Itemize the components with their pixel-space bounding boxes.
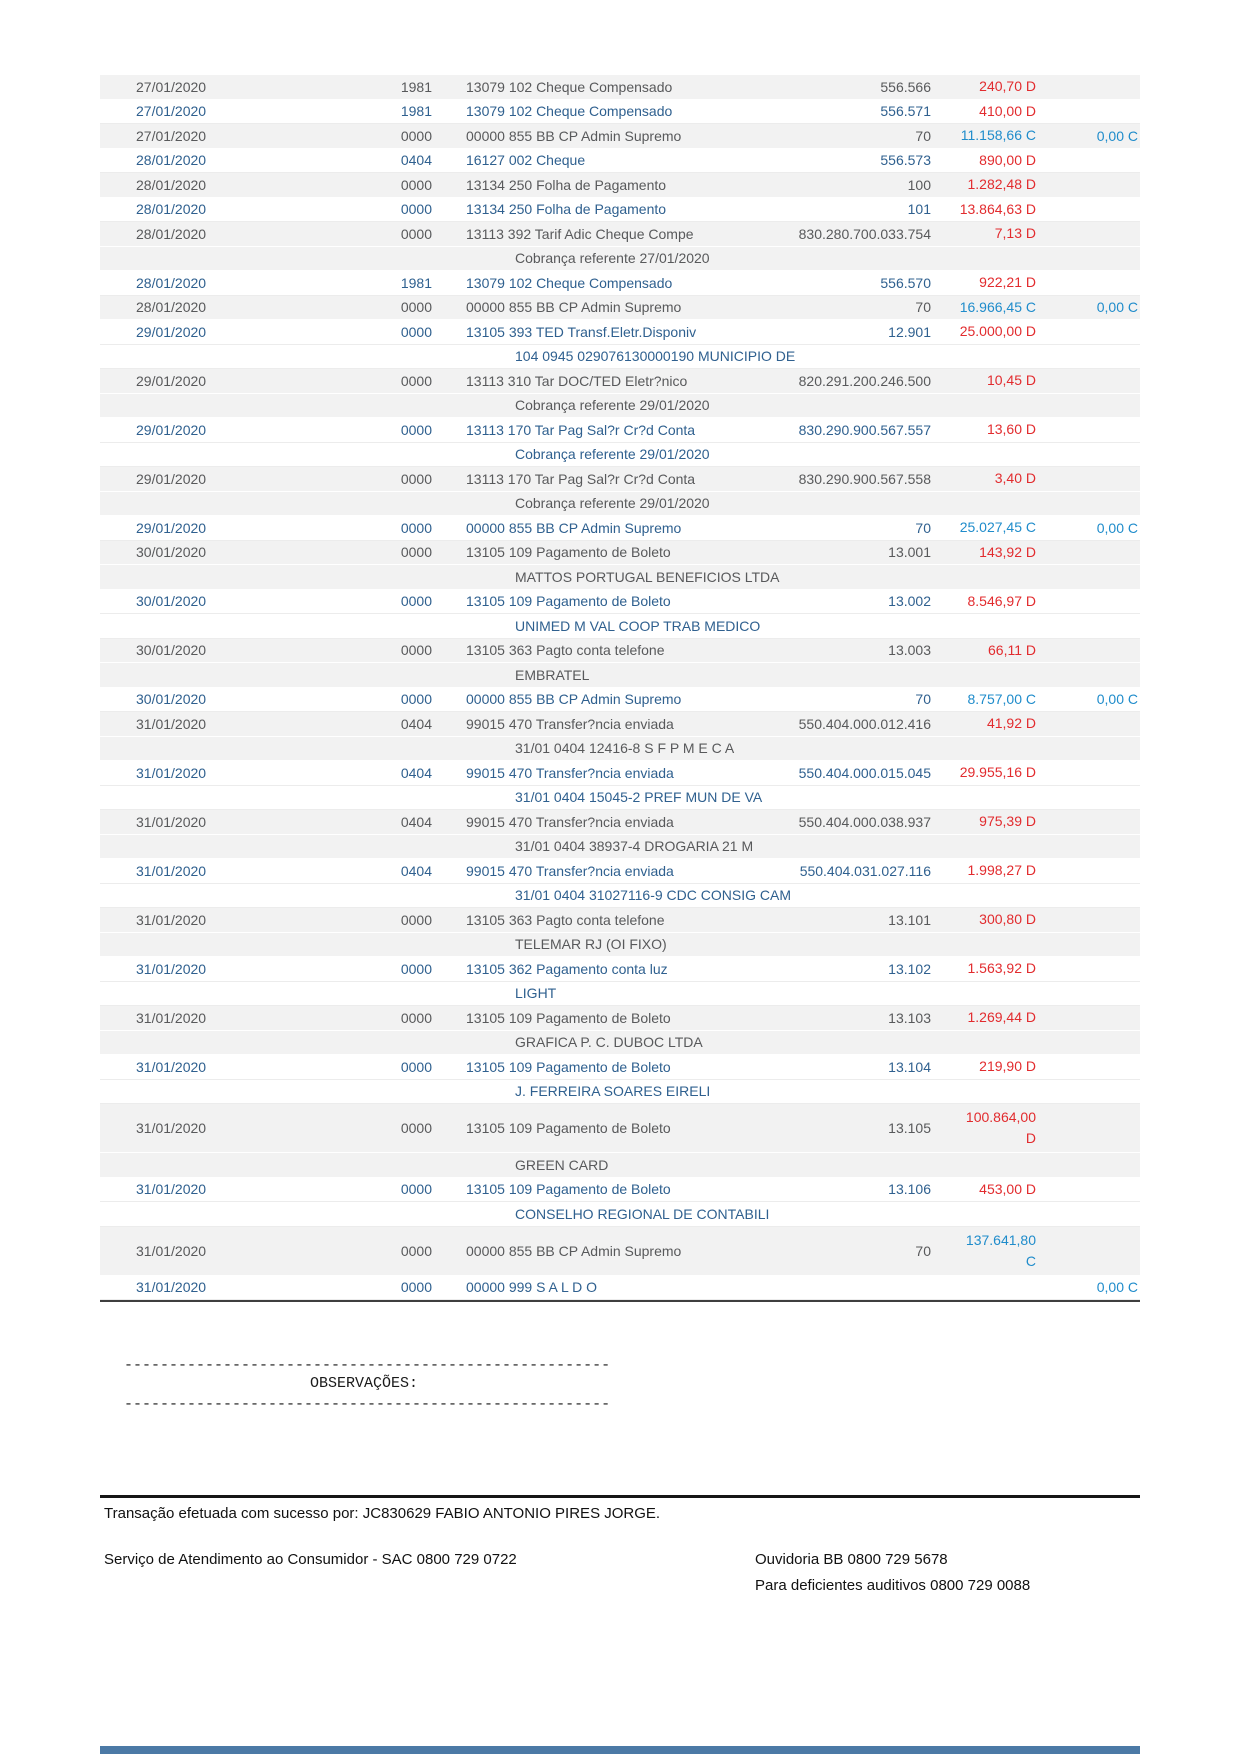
- transaction-row: [100, 639, 1140, 664]
- txn-amount: 143,92 D: [979, 543, 1036, 560]
- continuation-text: MATTOS PORTUGAL BENEFICIOS LTDA: [515, 568, 780, 585]
- txn-document: 70: [915, 299, 931, 316]
- transaction-row: [100, 320, 1140, 345]
- continuation-row: [100, 786, 1140, 811]
- txn-amount: 7,13 D: [994, 225, 1036, 242]
- transaction-row: [100, 712, 1140, 737]
- continuation-text: 104 0945 029076130000190 MUNICIPIO DE: [515, 348, 796, 365]
- txn-description: 13105 109 Pagamento de Boleto: [466, 593, 671, 610]
- transaction-row: [100, 810, 1140, 835]
- txn-description: 13113 170 Tar Pag Sal?r Cr?d Conta: [466, 421, 696, 438]
- txn-description: 13105 363 Pagto conta telefone: [466, 911, 665, 928]
- txn-amount: 10,45 D: [986, 372, 1036, 389]
- transaction-row: [100, 198, 1140, 223]
- txn-description: 13105 109 Pagamento de Boleto: [466, 1058, 671, 1075]
- txn-branch: 0404: [400, 813, 432, 830]
- txn-document: 13.101: [888, 911, 931, 928]
- txn-branch: 0000: [400, 1009, 432, 1026]
- sac-phone-text: Serviço de Atendimento ao Consumidor - SAC 0800 729 0722: [104, 1551, 517, 1568]
- txn-document: 100: [907, 176, 931, 193]
- txn-description: 00000 855 BB CP Admin Supremo: [466, 519, 682, 536]
- txn-description: 99015 470 Transfer?ncia enviada: [466, 764, 674, 781]
- transaction-row: [100, 516, 1140, 541]
- txn-date: 31/01/2020: [136, 1058, 207, 1075]
- txn-description: 13079 102 Cheque Compensado: [466, 274, 673, 291]
- txn-description: 13113 170 Tar Pag Sal?r Cr?d Conta: [466, 470, 696, 487]
- txn-date: 30/01/2020: [136, 691, 207, 708]
- txn-document: 550.404.000.038.937: [798, 813, 931, 830]
- txn-amount: 219,90 D: [979, 1058, 1036, 1075]
- transaction-row: [100, 467, 1140, 492]
- continuation-text: Cobrança referente 29/01/2020: [515, 495, 710, 512]
- txn-branch: 0000: [400, 519, 432, 536]
- txn-document: 556.571: [880, 103, 931, 120]
- txn-description: 13105 109 Pagamento de Boleto: [466, 1009, 671, 1026]
- txn-date: 30/01/2020: [136, 544, 207, 561]
- txn-amount: 890,00 D: [979, 151, 1036, 168]
- txn-date: 29/01/2020: [136, 519, 207, 536]
- transaction-row: [100, 222, 1140, 247]
- txn-branch: 0000: [400, 1120, 432, 1136]
- txn-document: 550.404.000.012.416: [798, 715, 931, 732]
- txn-description: 00000 855 BB CP Admin Supremo: [466, 1242, 682, 1259]
- txn-date: 28/01/2020: [136, 201, 207, 218]
- continuation-text: CONSELHO REGIONAL DE CONTABILI: [515, 1205, 770, 1222]
- txn-amount: 240,70 D: [979, 78, 1036, 95]
- txn-description: 13079 102 Cheque Compensado: [466, 103, 673, 120]
- txn-branch: 0404: [400, 152, 432, 169]
- txn-document: 101: [907, 201, 931, 218]
- txn-date: 28/01/2020: [136, 299, 207, 316]
- continuation-text: 31/01 0404 12416-8 S F P M E C A: [515, 740, 735, 757]
- txn-branch: 1981: [400, 78, 432, 95]
- continuation-row: [100, 933, 1140, 958]
- txn-document: 13.106: [888, 1181, 931, 1198]
- txn-amount: 13.864,63 D: [959, 200, 1036, 217]
- transaction-row: [100, 1178, 1140, 1203]
- txn-amount: 922,21 D: [979, 274, 1036, 291]
- transaction-row: [100, 100, 1140, 125]
- txn-amount: 1.282,48 D: [967, 176, 1036, 193]
- txn-amount: 11.158,66 C: [960, 127, 1036, 144]
- txn-date: 27/01/2020: [136, 103, 207, 120]
- txn-branch: 0000: [400, 1242, 432, 1259]
- continuation-row: [100, 565, 1140, 590]
- txn-amount: 100.864,00 D: [965, 1109, 1036, 1146]
- txn-date: 28/01/2020: [136, 274, 207, 291]
- transaction-row: [100, 761, 1140, 786]
- continuation-text: EMBRATEL: [515, 666, 590, 683]
- transaction-row: [100, 590, 1140, 615]
- txn-balance: 0,00 C: [1096, 691, 1138, 708]
- transaction-row: [100, 1104, 1140, 1153]
- transaction-row: [100, 296, 1140, 321]
- continuation-text: Cobrança referente 29/01/2020: [515, 397, 710, 414]
- txn-document: 70: [915, 519, 931, 536]
- txn-branch: 0000: [400, 960, 432, 977]
- txn-branch: 0000: [400, 1058, 432, 1075]
- txn-balance: 0,00 C: [1096, 299, 1138, 316]
- transaction-row: [100, 541, 1140, 566]
- txn-branch: 0000: [400, 1181, 432, 1198]
- txn-description: 13105 109 Pagamento de Boleto: [466, 1120, 671, 1136]
- txn-amount: 1.269,44 D: [967, 1009, 1036, 1026]
- txn-description: 13105 393 TED Transf.Eletr.Disponiv: [466, 323, 697, 340]
- txn-description: 13134 250 Folha de Pagamento: [466, 201, 667, 218]
- txn-amount: 1.563,92 D: [967, 960, 1036, 977]
- txn-amount: 975,39 D: [979, 813, 1036, 830]
- txn-date: 29/01/2020: [136, 470, 207, 487]
- continuation-row: [100, 835, 1140, 860]
- txn-amount: 41,92 D: [986, 715, 1036, 732]
- txn-document: 13.003: [888, 642, 931, 659]
- txn-description: 00000 855 BB CP Admin Supremo: [466, 127, 682, 144]
- txn-branch: 1981: [400, 103, 432, 120]
- transaction-row: [100, 75, 1140, 100]
- continuation-row: [100, 663, 1140, 688]
- continuation-row: [100, 394, 1140, 419]
- txn-amount: 13,60 D: [986, 421, 1036, 438]
- txn-branch: 0000: [400, 1279, 432, 1296]
- txn-description: 16127 002 Cheque: [466, 152, 586, 169]
- txn-date: 30/01/2020: [136, 593, 207, 610]
- txn-description: 00000 855 BB CP Admin Supremo: [466, 691, 682, 708]
- deaf-phone-text: Para deficientes auditivos 0800 729 0088: [755, 1577, 1031, 1594]
- continuation-row: [100, 492, 1140, 517]
- txn-date: 31/01/2020: [136, 764, 207, 781]
- txn-document: 13.001: [888, 544, 931, 561]
- continuation-row: [100, 737, 1140, 762]
- continuation-row: [100, 247, 1140, 272]
- txn-description: 13134 250 Folha de Pagamento: [466, 176, 667, 193]
- txn-amount: 8.757,00 C: [967, 690, 1036, 707]
- txn-description: 99015 470 Transfer?ncia enviada: [466, 862, 674, 879]
- continuation-row: [100, 1202, 1140, 1227]
- txn-date: 31/01/2020: [136, 1279, 207, 1296]
- txn-description: 13079 102 Cheque Compensado: [466, 78, 673, 95]
- txn-description: 13105 362 Pagamento conta luz: [466, 960, 668, 977]
- observations-dash-line-top: ------------------------------------------------------: [124, 1357, 611, 1374]
- txn-branch: 0000: [400, 470, 432, 487]
- txn-document: 550.404.000.015.045: [798, 764, 931, 781]
- continuation-text: J. FERREIRA SOARES EIRELI: [515, 1083, 711, 1100]
- txn-document: 13.103: [888, 1009, 931, 1026]
- txn-amount: 1.998,27 D: [967, 862, 1036, 879]
- transaction-row: [100, 688, 1140, 713]
- ouvidoria-phone-text: Ouvidoria BB 0800 729 5678: [755, 1551, 948, 1568]
- continuation-text: 31/01 0404 38937-4 DROGARIA 21 M: [515, 838, 754, 855]
- txn-amount: 16.966,45 C: [959, 298, 1036, 315]
- txn-description: 99015 470 Transfer?ncia enviada: [466, 715, 674, 732]
- txn-document: 556.573: [880, 152, 931, 169]
- txn-document: 70: [915, 1242, 931, 1259]
- observations-dash-line-bottom: ------------------------------------------------------: [124, 1396, 611, 1413]
- continuation-text: TELEMAR RJ (OI FIXO): [515, 936, 667, 953]
- txn-balance: 0,00 C: [1096, 1279, 1138, 1296]
- txn-amount: 25.000,00 D: [959, 323, 1036, 340]
- continuation-row: [100, 1031, 1140, 1056]
- txn-date: 31/01/2020: [136, 1242, 207, 1259]
- txn-document: 820.291.200.246.500: [798, 372, 931, 389]
- txn-amount: 66,11 D: [988, 641, 1036, 658]
- txn-amount: 29.955,16 D: [959, 764, 1036, 781]
- txn-date: 31/01/2020: [136, 813, 207, 830]
- txn-branch: 0000: [400, 544, 432, 561]
- continuation-row: [100, 884, 1140, 909]
- txn-document: 13.102: [888, 960, 931, 977]
- txn-amount: 8.546,97 D: [967, 592, 1036, 609]
- continuation-text: LIGHT: [515, 985, 557, 1002]
- txn-amount: 3,40 D: [994, 470, 1036, 487]
- continuation-row: [100, 982, 1140, 1007]
- txn-balance: 0,00 C: [1096, 519, 1138, 536]
- continuation-row: [100, 1153, 1140, 1178]
- transactions-table: [100, 75, 1140, 1302]
- continuation-text: GREEN CARD: [515, 1156, 609, 1173]
- txn-date: 29/01/2020: [136, 372, 207, 389]
- txn-document: 830.290.900.567.558: [798, 470, 931, 487]
- txn-date: 31/01/2020: [136, 1120, 207, 1136]
- txn-branch: 0000: [400, 691, 432, 708]
- transaction-success-text: Transação efetuada com sucesso por: JC830629 FABIO ANTONIO PIRES JORGE.: [104, 1505, 661, 1522]
- transaction-row: [100, 124, 1140, 149]
- txn-document: 70: [915, 127, 931, 144]
- transaction-row: [100, 271, 1140, 296]
- txn-date: 30/01/2020: [136, 642, 207, 659]
- continuation-row: [100, 345, 1140, 370]
- txn-document: 70: [915, 691, 931, 708]
- txn-balance: 0,00 C: [1096, 127, 1138, 144]
- txn-description: 00000 999 S A L D O: [466, 1279, 598, 1296]
- txn-description: 13105 363 Pagto conta telefone: [466, 642, 665, 659]
- continuation-text: 31/01 0404 15045-2 PREF MUN DE VA: [515, 789, 763, 806]
- txn-document: 556.566: [880, 78, 931, 95]
- continuation-text: UNIMED M VAL COOP TRAB MEDICO: [515, 617, 761, 634]
- txn-description: 99015 470 Transfer?ncia enviada: [466, 813, 674, 830]
- txn-description: 00000 855 BB CP Admin Supremo: [466, 299, 682, 316]
- txn-document: 12.901: [888, 323, 931, 340]
- txn-document: 830.280.700.033.754: [798, 225, 931, 242]
- transaction-row: [100, 369, 1140, 394]
- transaction-row: [100, 859, 1140, 884]
- txn-date: 28/01/2020: [136, 176, 207, 193]
- next-page-header-bar: [100, 1746, 1140, 1754]
- txn-branch: 0000: [400, 225, 432, 242]
- txn-date: 29/01/2020: [136, 323, 207, 340]
- transaction-row: [100, 1227, 1140, 1276]
- txn-date: 31/01/2020: [136, 960, 207, 977]
- continuation-row: [100, 614, 1140, 639]
- txn-document: 556.570: [880, 274, 931, 291]
- txn-document: 13.002: [888, 593, 931, 610]
- txn-branch: 0404: [400, 715, 432, 732]
- txn-branch: 0000: [400, 201, 432, 218]
- transaction-row: [100, 1006, 1140, 1031]
- txn-amount: 137.641,80 C: [965, 1231, 1036, 1269]
- txn-amount: 25.027,45 C: [959, 519, 1036, 536]
- continuation-text: Cobrança referente 29/01/2020: [515, 446, 710, 463]
- txn-date: 28/01/2020: [136, 225, 207, 242]
- continuation-text: 31/01 0404 31027116-9 CDC CONSIG CAM: [515, 887, 791, 904]
- txn-amount: 300,80 D: [979, 911, 1036, 928]
- txn-document: 13.104: [888, 1058, 931, 1075]
- txn-amount: 453,00 D: [979, 1180, 1036, 1197]
- txn-branch: 0000: [400, 421, 432, 438]
- transaction-row: [100, 149, 1140, 174]
- txn-branch: 0000: [400, 911, 432, 928]
- txn-description: 13113 310 Tar DOC/TED Eletr?nico: [466, 372, 688, 389]
- transaction-row: [100, 1276, 1140, 1301]
- transaction-row: [100, 1055, 1140, 1080]
- txn-branch: 0000: [400, 127, 432, 144]
- txn-document: 13.105: [888, 1120, 931, 1136]
- txn-description: 13105 109 Pagamento de Boleto: [466, 1181, 671, 1198]
- txn-date: 31/01/2020: [136, 1181, 207, 1198]
- txn-date: 27/01/2020: [136, 127, 207, 144]
- transaction-row: [100, 418, 1140, 443]
- txn-description: 13113 392 Tarif Adic Cheque Compe: [466, 225, 694, 242]
- txn-branch: 0404: [400, 764, 432, 781]
- txn-branch: 0000: [400, 323, 432, 340]
- footer-divider-line: [100, 1495, 1140, 1498]
- continuation-row: [100, 443, 1140, 468]
- txn-branch: 0000: [400, 642, 432, 659]
- observations-label: OBSERVAÇÕES:: [310, 1375, 419, 1392]
- txn-date: 28/01/2020: [136, 152, 207, 169]
- txn-branch: 0000: [400, 299, 432, 316]
- txn-date: 31/01/2020: [136, 911, 207, 928]
- continuation-text: Cobrança referente 27/01/2020: [515, 250, 710, 267]
- txn-document: 830.290.900.567.557: [798, 421, 931, 438]
- transaction-row: [100, 173, 1140, 198]
- txn-description: 13105 109 Pagamento de Boleto: [466, 544, 671, 561]
- txn-date: 31/01/2020: [136, 862, 207, 879]
- txn-date: 29/01/2020: [136, 421, 207, 438]
- txn-branch: 0404: [400, 862, 432, 879]
- txn-branch: 1981: [400, 274, 432, 291]
- txn-date: 31/01/2020: [136, 1009, 207, 1026]
- txn-document: 550.404.031.027.116: [799, 862, 931, 879]
- continuation-row: [100, 1080, 1140, 1105]
- txn-date: 27/01/2020: [136, 78, 207, 95]
- txn-date: 31/01/2020: [136, 715, 207, 732]
- txn-branch: 0000: [400, 372, 432, 389]
- transaction-row: [100, 908, 1140, 933]
- txn-branch: 0000: [400, 176, 432, 193]
- txn-branch: 0000: [400, 593, 432, 610]
- transaction-row: [100, 957, 1140, 982]
- txn-amount: 410,00 D: [979, 102, 1036, 119]
- continuation-text: GRAFICA P. C. DUBOC LTDA: [515, 1034, 703, 1051]
